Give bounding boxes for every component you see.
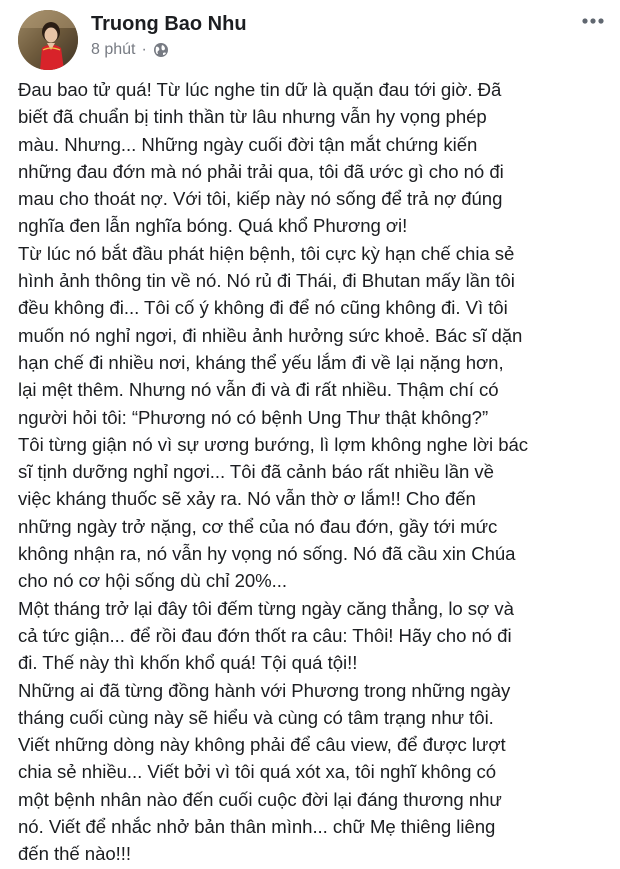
post-text-line: không nhận ra, nó vẫn hy vọng nó sống. Nó đã cầu xin Chúa bbox=[18, 543, 516, 565]
post-text-line: Từ lúc nó bắt đầu phát hiện bệnh, tôi cực kỳ hạn chế chia sẻ bbox=[18, 242, 515, 264]
post-text-line: đến thế nào!!! bbox=[18, 843, 132, 865]
post-text-line: nó. Viết để nhắc nhở bản thân mình... chữ Mẹ thiêng liêng bbox=[18, 816, 496, 838]
avatar[interactable] bbox=[18, 10, 78, 70]
post-text-line: cả tức giận... để rồi đau đớn thốt ra câu: Thôi! Hãy cho nó đi bbox=[18, 624, 512, 646]
post-text-line: những đau đớn mà nó phải trải qua, tôi đã ước gì cho nó đi bbox=[18, 160, 504, 182]
post-text-line: Những ai đã từng đồng hành với Phương trong những ngày bbox=[18, 679, 511, 701]
post-text-line: đi. Thế này thì khốn khổ quá! Tội quá tội!! bbox=[18, 652, 358, 674]
post-text-line: một bệnh nhân nào đến cuối cuộc đời lại đáng thương như bbox=[18, 788, 502, 810]
meta-separator: · bbox=[141, 41, 147, 58]
post-text-line: nghĩa đen lẫn nghĩa bóng. Quá khổ Phương ơi! bbox=[18, 215, 408, 237]
post-text-line: Viết những dòng này không phải để câu view, để được lượt bbox=[18, 734, 506, 756]
post-text-line: việc kháng thuốc sẽ xảy ra. Nó vẫn thờ ơ lắm!! Cho đến bbox=[18, 488, 476, 510]
post-text-line: Tôi từng giận nó vì sự ương bướng, lì lợm không nghe lời bác bbox=[18, 433, 529, 455]
author-name[interactable]: Truong Bao Nhu bbox=[91, 13, 247, 35]
post-text-line: đều không đi... Tôi cố ý không đi để nó cũng không đi. Vì tôi bbox=[18, 297, 508, 319]
avatar-photo bbox=[18, 10, 78, 70]
post-time[interactable]: 8 phút bbox=[91, 41, 136, 58]
post-text-line: màu. Nhưng... Những ngày cuối đời tận mắt chứng kiến bbox=[18, 133, 478, 155]
post-text-line: biết đã chuẩn bị tinh thần từ lâu nhưng vẫn hy vọng phép bbox=[18, 106, 487, 128]
post-text-line: Đau bao tử quá! Từ lúc nghe tin dữ là quặn đau tới giờ. Đã bbox=[18, 79, 502, 100]
post-text-line: Một tháng trở lại đây tôi đếm từng ngày căng thẳng, lo sợ và bbox=[18, 597, 514, 619]
post-text-line: người hỏi tôi: “Phương nó có bệnh Ung Thư thật không?” bbox=[18, 406, 489, 428]
post-meta bbox=[91, 41, 169, 59]
more-options-button[interactable] bbox=[578, 10, 608, 40]
more-dots-icon bbox=[578, 10, 608, 40]
post-text-line: hình ảnh thông tin về nó. Nó rủ đi Thái, đi Bhutan mấy lần tôi bbox=[18, 270, 515, 292]
post-text-line: những ngày trở nặng, cơ thể của nó đau đớn, gầy tới mức bbox=[18, 515, 498, 537]
post-text-line: sĩ tịnh dưỡng nghỉ ngơi... Tôi đã cảnh báo rất nhiều lần về bbox=[18, 461, 494, 483]
globe-icon[interactable] bbox=[153, 42, 169, 58]
post-text-line: mau cho thoát nợ. Với tôi, kiếp này nó sống để trả nợ đúng bbox=[18, 188, 503, 210]
post-text-line: chia sẻ nhiều... Viết bởi vì tôi quá xót xa, tôi nghĩ không có bbox=[18, 761, 497, 783]
post-text-line: hạn chế đi nhiều nơi, kháng thể yếu lắm đi về lại nặng hơn, bbox=[18, 351, 504, 373]
post-text-line: lại mệt thêm. Nhưng nó vẫn đi và đi rất nhiều. Thậm chí có bbox=[18, 379, 499, 401]
post-text-line: muốn nó nghỉ ngơi, đi nhiều ảnh hưởng sức khoẻ. Bác sĩ dặn bbox=[18, 324, 523, 346]
post-body bbox=[18, 76, 616, 868]
post-header bbox=[18, 10, 608, 70]
post-text-line: cho nó cơ hội sống dù chỉ 20%... bbox=[18, 570, 288, 592]
post-text-line: tháng cuối cùng này sẽ hiểu và cùng có tâm trạng như tôi. bbox=[18, 706, 494, 728]
